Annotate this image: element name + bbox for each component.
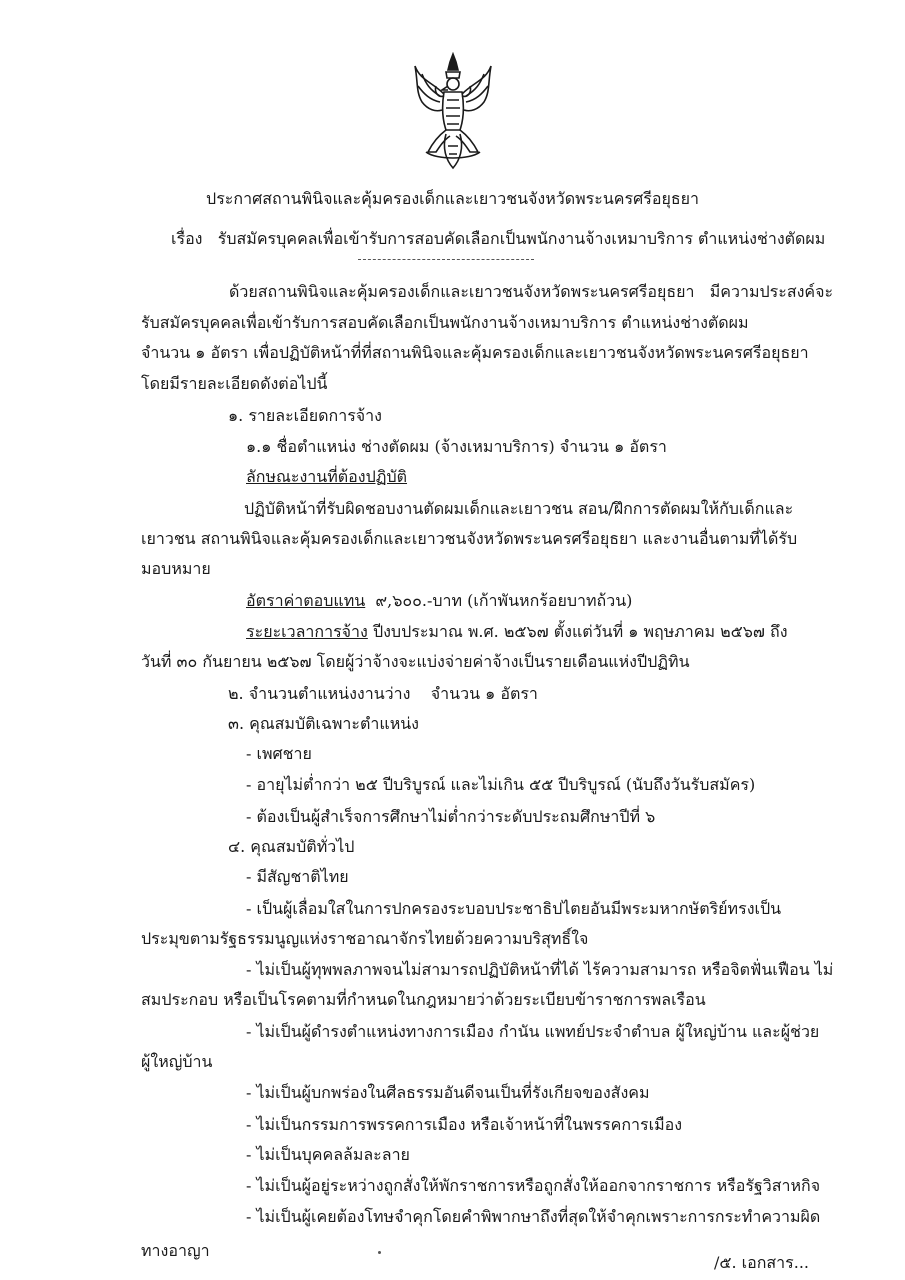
garuda-emblem-icon — [412, 52, 494, 170]
list-item: - ไม่เป็นผู้อยู่ระหว่างถูกสั่งให้พักราชการหรือถูกสั่งให้ออกจากราชการ หรือรัฐวิสาหกิจ — [246, 1176, 821, 1195]
list-item: - ไม่เป็นบุคคลล้มละลาย — [246, 1145, 410, 1164]
period-text-1: ปีงบประมาณ พ.ศ. ๒๕๖๗ ตั้งแต่วันที่ ๑ พฤษภาคม ๒๕๖๗ ถึง — [372, 622, 788, 641]
list-item: - ต้องเป็นผู้สำเร็จการศึกษาไม่ต่ำกว่าระดับประถมศึกษาปีที่ ๖ — [246, 807, 656, 826]
duty-line-1: ปฏิบัติหน้าที่รับผิดชอบงานตัดผมเด็กและเยาวชน สอน/ฝึกการตัดผมให้กับเด็กและ — [244, 499, 794, 518]
pay-line — [246, 590, 632, 612]
intro-line-2: รับสมัครบุคคลเพื่อเข้ารับการสอบคัดเลือกเป็นพนักงานจ้างเหมาบริการ ตำแหน่งช่างตัดผม — [141, 313, 749, 332]
section-4-heading: ๔. คุณสมบัติทั่วไป — [228, 837, 355, 856]
list-item: - ไม่เป็นกรรมการพรรคการเมือง หรือเจ้าหน้าที่ในพรรคการเมือง — [246, 1115, 683, 1134]
subject-line — [171, 228, 825, 250]
section-1-item: ๑.๑ ชื่อตำแหน่ง ช่างตัดผม (จ้างเหมาบริการ) จำนวน ๑ อัตรา — [246, 437, 667, 456]
intro-line-4: โดยมีรายละเอียดดังต่อไปนี้ — [141, 374, 328, 393]
section-1-heading: ๑. รายละเอียดการจ้าง — [228, 406, 382, 425]
section-2-count: จำนวน ๑ อัตรา — [430, 684, 538, 703]
subject-text: รับสมัครบุคคลเพื่อเข้ารับการสอบคัดเลือกเป็นพนักงานจ้างเหมาบริการ ตำแหน่งช่างตัดผม — [217, 229, 826, 248]
section-2 — [228, 683, 538, 705]
list-item: - เป็นผู้เลื่อมใสในการปกครองระบอบประชาธิปไตยอันมีพระมหากษัตริย์ทรงเป็น — [246, 899, 782, 918]
intro-line-3: จำนวน ๑ อัตรา เพื่อปฏิบัติหน้าที่ที่สถานพินิจและคุ้มครองเด็กและเยาวชนจังหวัดพระนครศรีอยุธยา — [141, 343, 809, 362]
list-item: - ไม่เป็นผู้ดำรงตำแหน่งทางการเมือง กำนัน แพทย์ประจำตำบล ผู้ใหญ่บ้าน และผู้ช่วย — [246, 1022, 820, 1041]
pay-text: ๙,๖๐๐.-บาท (เก้าพันหกร้อยบาทถ้วน) — [375, 591, 633, 610]
subject-label: เรื่อง — [171, 229, 203, 248]
duty-label: ลักษณะงานที่ต้องปฏิบัติ — [246, 467, 408, 486]
list-item-cont: ทางอาญา — [141, 1241, 210, 1260]
continued-marker: /๕. เอกสาร... — [713, 1253, 809, 1272]
page-dot — [378, 1251, 381, 1254]
list-item-cont: ประมุขตามรัฐธรรมนูญแห่งราชอาณาจักรไทยด้วยความบริสุทธิ์ใจ — [141, 929, 589, 948]
list-item: - มีสัญชาติไทย — [246, 867, 349, 886]
list-item: - อายุไม่ต่ำกว่า ๒๕ ปีบริบูรณ์ และไม่เกิน ๕๕ ปีบริบูรณ์ (นับถึงวันรับสมัคร) — [246, 775, 756, 794]
duty-line-3: มอบหมาย — [141, 559, 211, 578]
duty-line-2: เยาวชน สถานพินิจและคุ้มครองเด็กและเยาวชนจังหวัดพระนครศรีอยุธยา และงานอื่นตามที่ได้รับ — [141, 529, 798, 548]
document-title: ประกาศสถานพินิจและคุ้มครองเด็กและเยาวชนจังหวัดพระนครศรีอยุธยา — [206, 189, 699, 208]
list-item: - ไม่เป็นผู้เคยต้องโทษจำคุกโดยคำพิพากษาถึงที่สุดให้จำคุกเพราะการกระทำความผิด — [246, 1207, 821, 1226]
pay-label: อัตราค่าตอบแทน — [246, 591, 366, 610]
list-item: - ไม่เป็นผู้บกพร่องในศีลธรรมอันดีจนเป็นที่รังเกียจของสังคม — [246, 1083, 650, 1102]
intro-line-1a: ด้วยสถานพินิจและคุ้มครองเด็กและเยาวชนจังหวัดพระนครศรีอยุธยา — [229, 282, 695, 301]
list-item: - เพศชาย — [246, 744, 312, 763]
list-item-cont: ผู้ใหญ่บ้าน — [141, 1052, 213, 1071]
title-divider — [358, 259, 534, 260]
list-item-cont: สมประกอบ หรือเป็นโรคตามที่กำหนดในกฎหมายว่าด้วยระเบียบข้าราชการพลเรือน — [141, 990, 706, 1009]
list-item: - ไม่เป็นผู้ทุพพลภาพจนไม่สามารถปฏิบัติหน้าที่ได้ ไร้ความสามารถ หรือจิตฟั่นเฟือน ไม่ — [246, 960, 834, 979]
period-line-2: วันที่ ๓๐ กันยายน ๒๕๖๗ โดยผู้ว่าจ้างจะแบ่งจ่ายค่าจ้างเป็นรายเดือนแห่งปีปฏิทิน — [141, 652, 690, 671]
period-line-1 — [246, 621, 788, 643]
intro-line-1 — [229, 281, 833, 303]
section-3-heading: ๓. คุณสมบัติเฉพาะตำแหน่ง — [228, 714, 419, 733]
intro-line-1b: มีความประสงค์จะ — [709, 282, 834, 301]
section-2-heading: ๒. จำนวนตำแหน่งงานว่าง — [228, 684, 411, 703]
period-label: ระยะเวลาการจ้าง — [246, 622, 368, 641]
